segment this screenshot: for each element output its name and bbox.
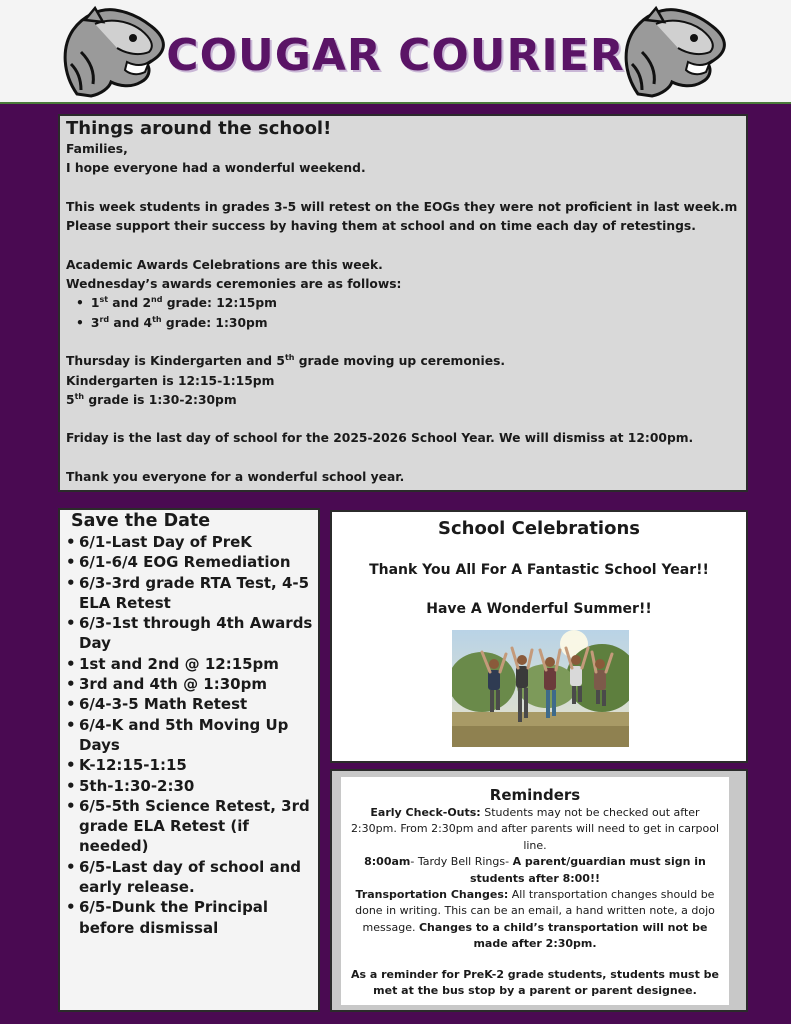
save-the-date-title: Save the Date [71, 511, 211, 531]
list-item: • 1st and 2nd grade: 12:15pm [76, 294, 740, 313]
awards-line: Academic Awards Celebrations are this week. [66, 257, 383, 272]
save-the-date-panel [58, 508, 320, 1012]
list-item: • 6/1-6/4 EOG Remediation [68, 552, 314, 572]
greeting-line: Families, [66, 142, 128, 156]
list-item: • 3rd and 4th grade: 1:30pm [76, 314, 740, 333]
list-item: • 3rd and 4th @ 1:30pm [68, 674, 314, 694]
thanks-line: Thank you everyone for a wonderful school year. [66, 470, 405, 485]
save-the-date-list [68, 532, 314, 938]
ceremonies-line: Wednesday’s awards ceremonies are as follows: [66, 277, 402, 292]
things-body [66, 140, 740, 487]
reminders-panel [330, 769, 748, 1012]
jumping-kids-photo [452, 630, 629, 747]
things-title: Things around the school! [66, 118, 332, 139]
friday-line: Friday is the last day of school for the 2025-2026 School Year. We will dismiss at 12:00pm. [66, 431, 694, 446]
school-celebrations-panel [330, 510, 748, 763]
list-item: • 6/3-3rd grade RTA Test, 4-5 ELA Retest [68, 573, 314, 614]
early-checkout-reminder: Early Check-Outs: Students may not be checked out after 2:30pm. From 2:30pm and after parents will need to get in carpool line. [350, 806, 720, 852]
hope-line: I hope everyone had a wonderful weekend. [66, 161, 366, 176]
retest-line: This week students in grades 3-5 will retest on the EOGs they were not proficient in last week.m [66, 199, 738, 214]
kindergarten-line: Kindergarten is 12:15-1:15pm [66, 373, 275, 388]
celebrations-thank-you: Thank You All For A Fantastic School Year!! [369, 562, 709, 578]
list-item: • 6/5-Last day of school and early release. [68, 857, 314, 898]
celebrations-summer: Have A Wonderful Summer!! [426, 601, 652, 617]
list-item: • 6/5-Dunk the Principal before dismissal [68, 897, 314, 938]
list-item: • 6/4-K and 5th Moving Up Days [68, 715, 314, 756]
thursday-line: Thursday is Kindergarten and 5th grade moving up ceremonies. [66, 353, 506, 369]
reminders-content [341, 777, 729, 1005]
awards-times-list [66, 294, 740, 333]
list-item: • 6/5-5th Science Retest, 3rd grade ELA Retest (if needed) [68, 796, 314, 857]
list-item: • 1st and 2nd @ 12:15pm [68, 654, 314, 674]
transportation-reminder: Transportation Changes: All transportation changes should be done in writing. This can be an email, a hand written note, a dojo message. Changes to a child’s transportation will not be made after 2:30pm. [355, 888, 715, 951]
support-line: Please support their success by having them at school and on time each day of retestings. [66, 219, 696, 234]
things-around-school-panel [58, 114, 748, 492]
newsletter-title: COUGAR COURIER [166, 30, 625, 81]
list-item: • K-12:15-1:15 [68, 755, 314, 775]
cougar-logo-icon [616, 4, 728, 100]
reminders-title: Reminders [489, 786, 581, 804]
list-item: • 5th-1:30-2:30 [68, 776, 314, 796]
list-item: • 6/3-1st through 4th Awards Day [68, 613, 314, 654]
newsletter-header [0, 0, 791, 104]
celebrations-title: School Celebrations [438, 518, 640, 539]
prek-bus-reminder: As a reminder for PreK-2 grade students, students must be met at the bus stop by a parent or parent designee. [350, 967, 720, 998]
list-item: • 6/4-3-5 Math Retest [68, 694, 314, 714]
tardy-reminder: 8:00am- Tardy Bell Rings- A parent/guardian must sign in students after 8:00!! [364, 855, 706, 885]
fifth-grade-line: 5th grade is 1:30-2:30pm [66, 391, 237, 407]
list-item: • 6/1-Last Day of PreK [68, 532, 314, 552]
